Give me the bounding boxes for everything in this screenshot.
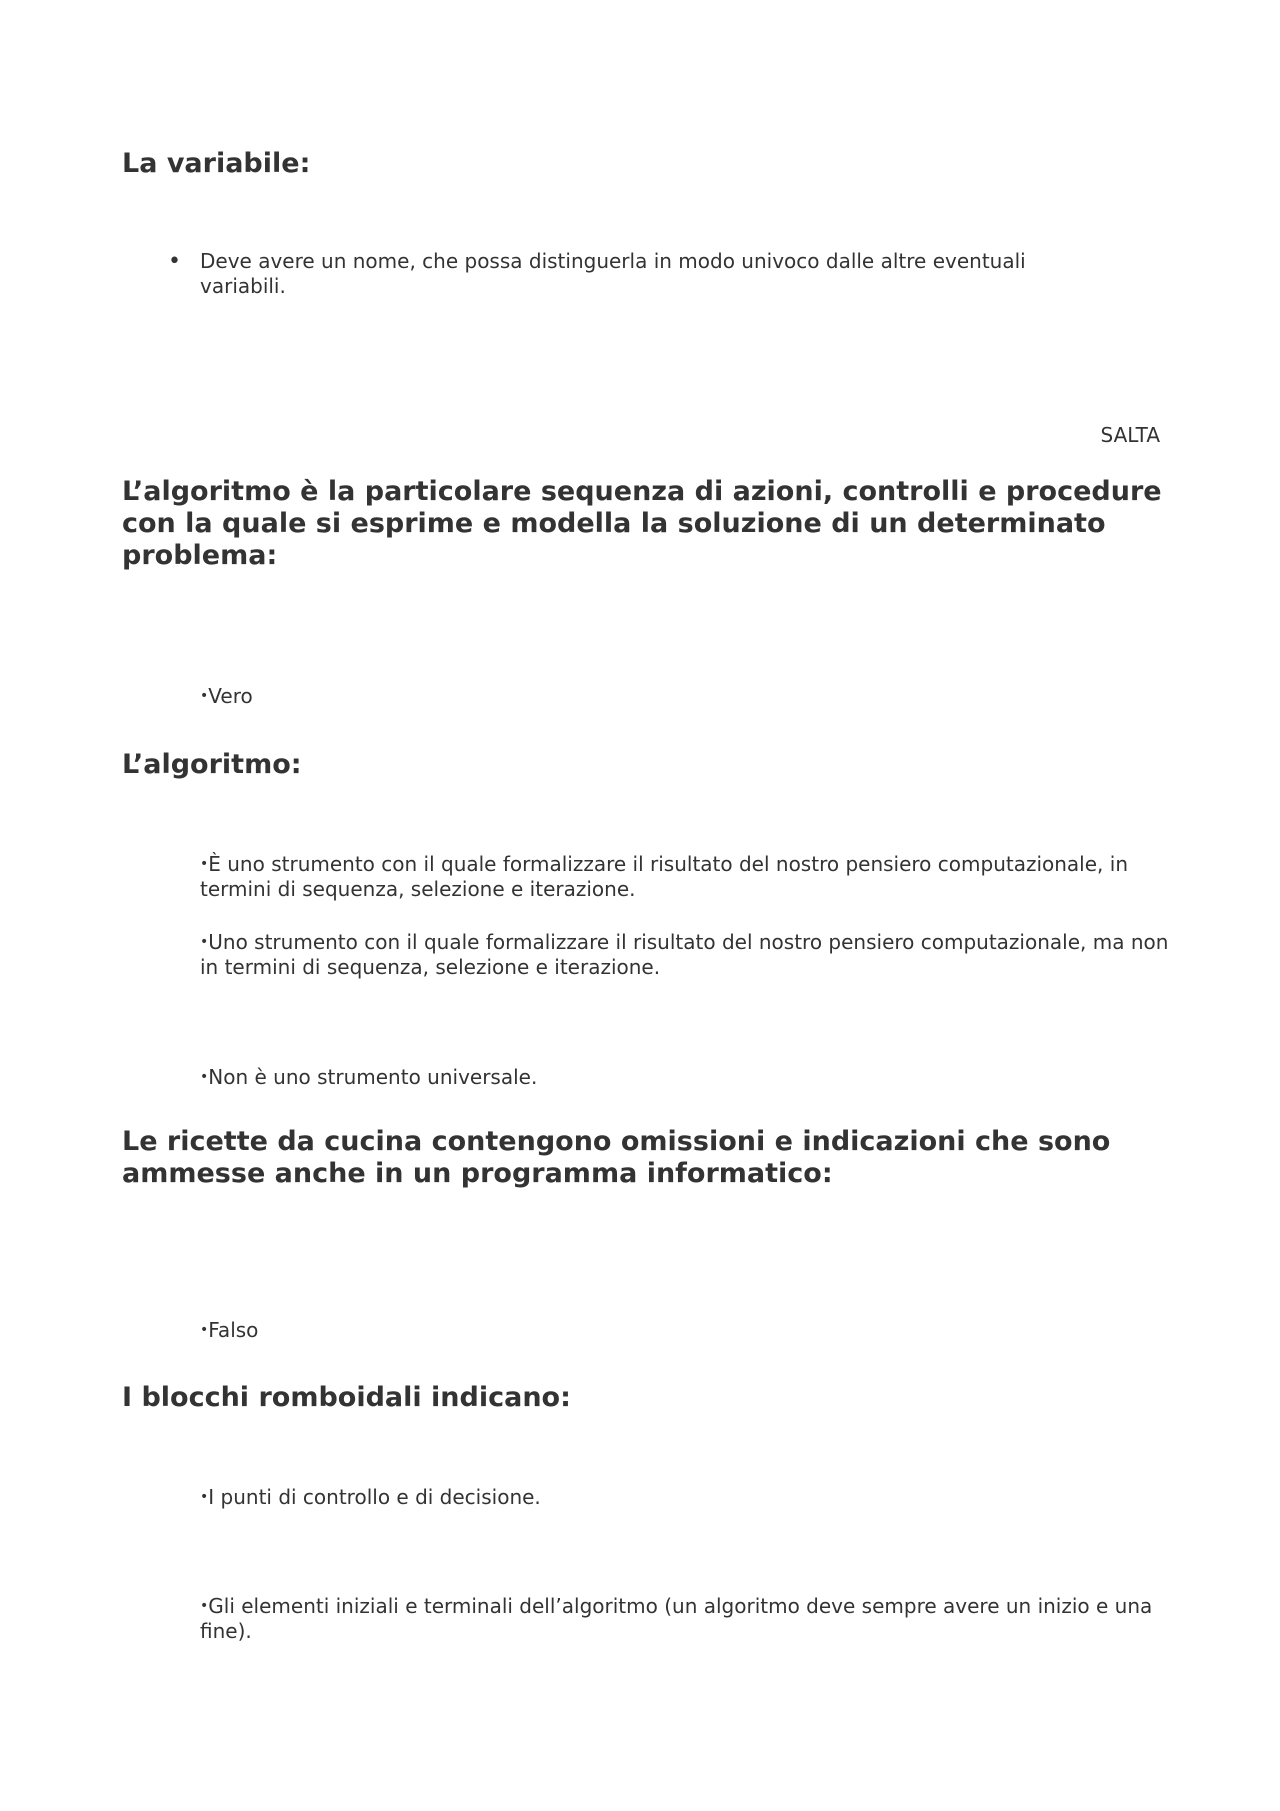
bullet-icon: •: [200, 1069, 209, 1085]
answer-item: [200, 1318, 1170, 1343]
question-title: L’algoritmo:: [122, 749, 302, 780]
answer-text: I punti di controllo e di decisione.: [208, 1485, 541, 1509]
answer-item: [200, 1594, 1170, 1644]
question-title: L’algoritmo è la particolare sequenza di azioni, controlli e procedure con la quale si esprime e modella la soluzione di un determinato problema:: [122, 476, 1162, 571]
answer-item: [200, 1065, 1170, 1090]
bullet-icon: •: [200, 934, 209, 950]
bullet-icon: •: [200, 1322, 209, 1338]
question-title: Le ricette da cucina contengono omissioni e indicazioni che sono ammesse anche in un programma informatico:: [122, 1126, 1111, 1189]
answer-item: [200, 852, 1170, 902]
answer-text: Falso: [208, 1318, 259, 1342]
question-title: I blocchi romboidali indicano:: [122, 1382, 571, 1413]
answer-text: Gli elementi iniziali e terminali dell’algoritmo (un algoritmo deve sempre avere un inizio e una fine).: [200, 1594, 1153, 1643]
bullet-icon: •: [200, 1489, 209, 1505]
answer-text: Non è uno strumento universale.: [208, 1065, 538, 1089]
answer-text: Uno strumento con il quale formalizzare il risultato del nostro pensiero computazionale, ma non in termini di sequenza, selezione e iterazione.: [200, 930, 1169, 979]
question-title: La variabile:: [122, 148, 311, 179]
answer-item: [200, 930, 1170, 980]
answer-item: • Deve avere un nome, che possa distinguerla in modo univoco dalle altre eventuali variabili.: [200, 249, 1100, 299]
bullet-icon: •: [200, 856, 209, 872]
skip-button[interactable]: SALTA: [1100, 423, 1160, 447]
answer-item: [200, 1485, 1170, 1510]
answer-item: [200, 684, 1170, 709]
answer-text: Vero: [208, 684, 253, 708]
bullet-icon: •: [200, 688, 209, 704]
bullet-icon: •: [200, 1598, 209, 1614]
answer-text: È uno strumento con il quale formalizzare il risultato del nostro pensiero computazionale, in termini di sequenza, selezione e iterazione.: [200, 852, 1128, 901]
